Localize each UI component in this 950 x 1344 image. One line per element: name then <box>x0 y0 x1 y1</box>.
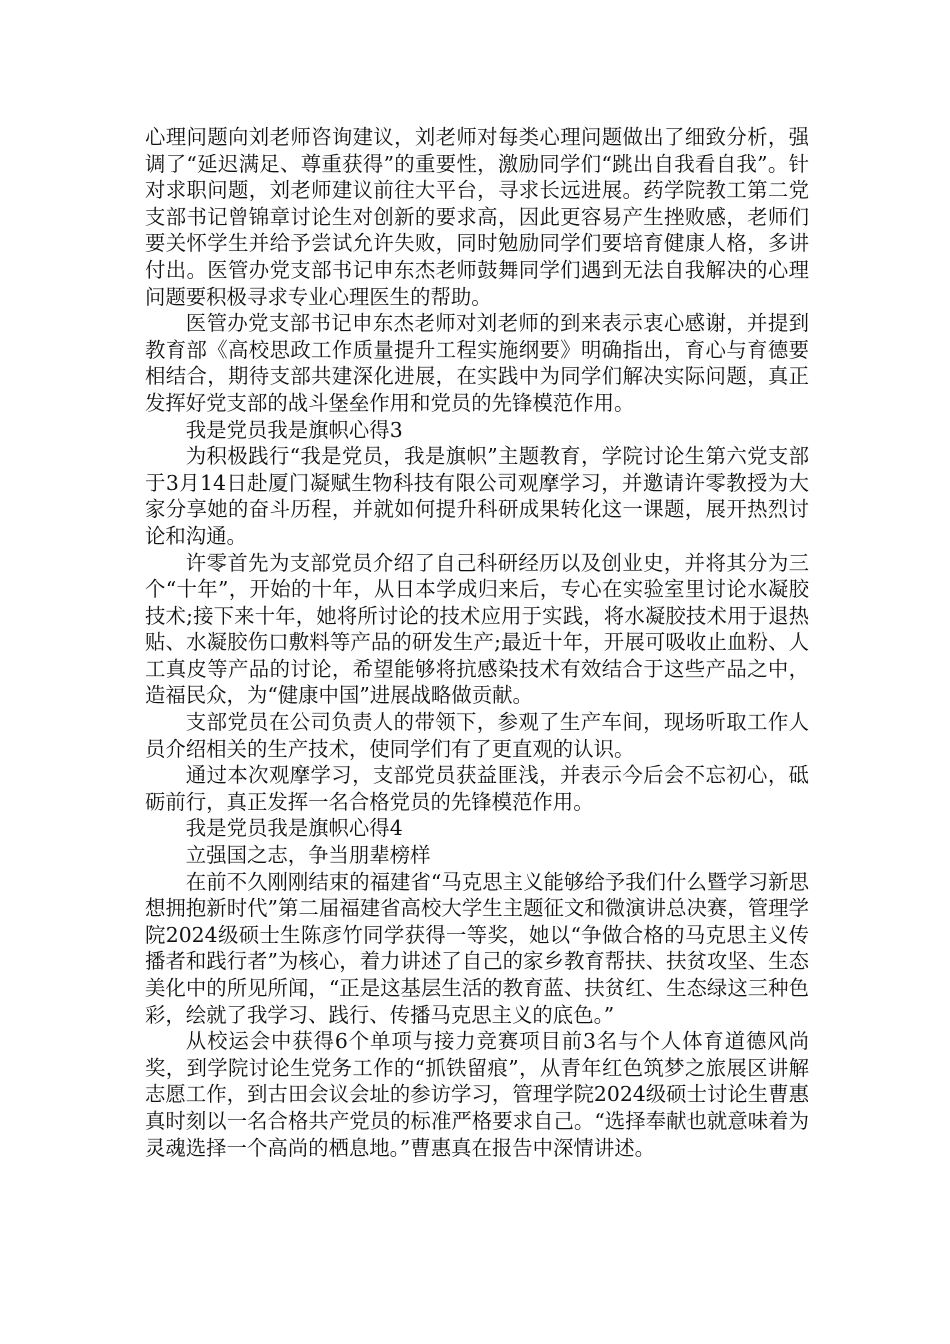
section-heading-3: 我是党员我是旗帜心得3 <box>185 417 403 442</box>
paragraph: 从校运会中获得6个单项与接力竞赛项目前3名与个人体育道德风尚奖，到学院讨论生党务工作的“抓铁留痕”，从青年红色筑梦之旅展区讲解志愿工作，到古田会议会址的参访学习，管理学院2024级硕士讨论生曹惠真时刻以一名合格共产党员的标准严格要求自己。“选择奉献也就意味着为灵魂选择一个高尚的栖息地。”曹惠真在报告中深情讲述。 <box>145 1029 809 1160</box>
paragraph: 通过本次观摩学习，支部党员获益匪浅，并表示今后会不忘初心，砥砺前行，真正发挥一名合格党员的先锋模范作用。 <box>145 763 809 814</box>
paragraph: 支部党员在公司负责人的带领下，参观了生产车间，现场听取工作人员介绍相关的生产技术，使同学们有了更直观的认识。 <box>145 710 809 761</box>
paragraph: 许零首先为支部党员介绍了自己科研经历以及创业史，并将其分为三个“十年”，开始的十年，从日本学成归来后，专心在实验室里讨论水凝胶技术;接下来十年，她将所讨论的技术应用于实践，将水凝胶技术用于退热贴、水凝胶伤口敷料等产品的研发生产;最近十年，开展可吸收止血粉、人工真皮等产品的讨论，希望能够将抗感染技术有效结合于这些产品之中，造福民众，为“健康中国”进展战略做贡献。 <box>145 550 809 708</box>
document-body <box>145 124 809 1161</box>
section-heading-4: 我是党员我是旗帜心得4 <box>185 816 403 841</box>
subheading: 立强国之志，争当朋辈榜样 <box>185 843 431 868</box>
paragraph: 医管办党支部书记申东杰老师对刘老师的到来表示衷心感谢，并提到教育部《高校思政工作质量提升工程实施纲要》明确指出，育心与育德要相结合，期待支部共建深化进展，在实践中为同学们解决实际问题，真正发挥好党支部的战斗堡垒作用和党员的先锋模范作用。 <box>145 311 809 415</box>
paragraph: 在前不久刚刚结束的福建省“马克思主义能够给予我们什么暨学习新思想拥抱新时代”第二届福建省高校大学生主题征文和微演讲总决赛，管理学院2024级硕士生陈彦竹同学获得一等奖，她以“争做合格的马克思主义传播者和践行者”为核心，着力讲述了自己的家乡教育帮扶、扶贫攻坚、生态美化中的所见所闻，“正是这基层生活的教育蓝、扶贫红、生态绿这三种色彩，绘就了我学习、践行、传播马克思主义的底色。” <box>145 869 809 1027</box>
paragraph-continuation: 心理问题向刘老师咨询建议，刘老师对每类心理问题做出了细致分析，强调了“延迟满足、尊重获得”的重要性，激励同学们“跳出自我看自我”。针对求职问题，刘老师建议前往大平台，寻求长远进展。药学院教工第二党支部书记曾锦章讨论生对创新的要求高，因此更容易产生挫败感，老师们要关怀学生并给予尝试允许失败，同时勉励同学们要培育健康人格，多讲付出。医管办党支部书记申东杰老师鼓舞同学们遇到无法自我解决的心理问题要积极寻求专业心理医生的帮助。 <box>145 125 809 309</box>
paragraph: 为积极践行“我是党员，我是旗帜”主题教育，学院讨论生第六党支部于3月14日赴厦门凝赋生物科技有限公司观摩学习，并邀请许零教授为大家分享她的奋斗历程，并就如何提升科研成果转化这一课题，展开热烈讨论和沟通。 <box>145 444 809 548</box>
